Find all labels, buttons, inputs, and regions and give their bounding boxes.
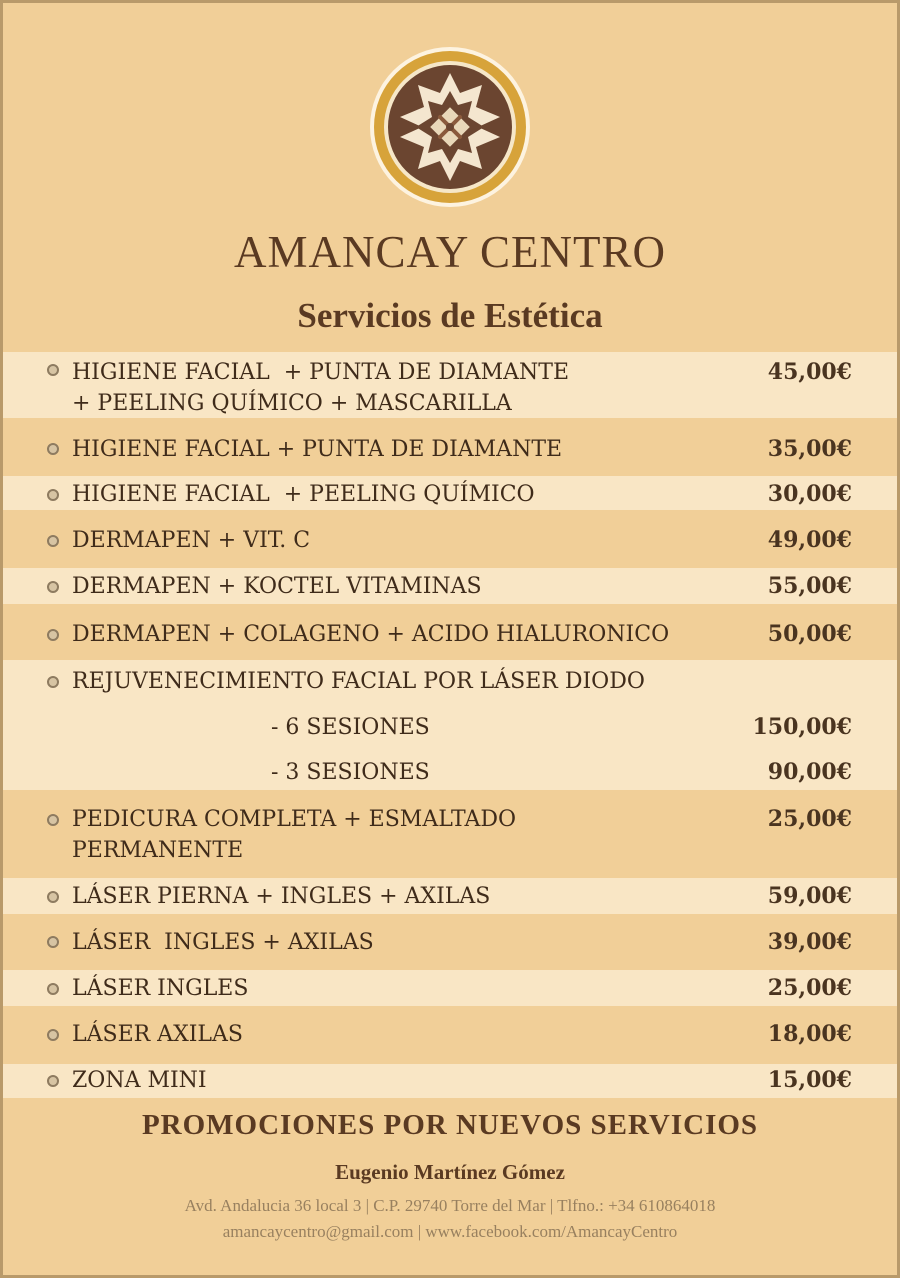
service-row-2 bbox=[3, 418, 897, 476]
bullet-icon bbox=[47, 983, 59, 995]
service-row-7 bbox=[3, 660, 897, 790]
service-option-label: - 3 SESIONES bbox=[271, 760, 430, 785]
bullet-icon bbox=[47, 1075, 59, 1087]
service-row-12 bbox=[3, 1006, 897, 1064]
service-name: PEDICURA COMPLETA + ESMALTADO PERMANENTE bbox=[72, 807, 517, 863]
bullet-icon bbox=[47, 581, 59, 593]
bullet-icon bbox=[47, 936, 59, 948]
page-title: AMANCAY CENTRO bbox=[234, 227, 666, 277]
service-name: LÁSER INGLES bbox=[72, 976, 249, 1001]
service-row-1 bbox=[3, 352, 897, 418]
address-line: Avd. Andalucia 36 local 3 | C.P. 29740 Torre del Mar | Tlfno.: +34 610864018 bbox=[184, 1196, 716, 1215]
service-row-5 bbox=[3, 568, 897, 604]
service-option-price: 90,00€ bbox=[767, 759, 852, 785]
service-row-13 bbox=[3, 1064, 897, 1098]
service-price: 15,00€ bbox=[767, 1067, 852, 1093]
service-name: LÁSER PIERNA + INGLES + AXILAS bbox=[72, 884, 491, 909]
service-name: HIGIENE FACIAL + PUNTA DE DIAMANTE + PEELING QUÍMICO + MASCARILLA bbox=[72, 360, 570, 416]
bullet-icon bbox=[47, 535, 59, 547]
bullet-icon bbox=[47, 891, 59, 903]
service-option-label: - 6 SESIONES bbox=[271, 715, 430, 740]
service-price: 30,00€ bbox=[767, 481, 852, 507]
service-row-3 bbox=[3, 476, 897, 510]
contact-line: amancaycentro@gmail.com | www.facebook.com/AmancayCentro bbox=[222, 1222, 678, 1241]
service-option-price: 150,00€ bbox=[752, 714, 852, 740]
service-price: 59,00€ bbox=[767, 883, 852, 909]
service-price: 39,00€ bbox=[767, 929, 852, 955]
service-name: HIGIENE FACIAL + PUNTA DE DIAMANTE bbox=[72, 437, 563, 462]
bullet-icon bbox=[47, 629, 59, 641]
service-name: DERMAPEN + KOCTEL VITAMINAS bbox=[72, 574, 482, 599]
bullet-icon bbox=[47, 489, 59, 501]
bullet-icon bbox=[47, 814, 59, 826]
amancay-logo-icon bbox=[368, 45, 532, 209]
service-row-11 bbox=[3, 970, 897, 1006]
bullet-icon bbox=[47, 1029, 59, 1041]
bullet-icon bbox=[47, 364, 59, 376]
service-price: 25,00€ bbox=[767, 975, 852, 1001]
service-price: 25,00€ bbox=[767, 806, 852, 832]
service-price: 50,00€ bbox=[767, 621, 852, 647]
service-name: HIGIENE FACIAL + PEELING QUÍMICO bbox=[72, 482, 535, 507]
service-name: LÁSER INGLES + AXILAS bbox=[72, 930, 374, 955]
bullet-icon bbox=[47, 676, 59, 688]
service-row-6 bbox=[3, 604, 897, 660]
service-price: 45,00€ bbox=[767, 359, 852, 385]
owner-name: Eugenio Martínez Gómez bbox=[335, 1160, 565, 1184]
service-name: DERMAPEN + VIT. C bbox=[72, 528, 311, 553]
promo-banner: PROMOCIONES POR NUEVOS SERVICIOS bbox=[141, 1109, 759, 1141]
service-price: 55,00€ bbox=[767, 573, 852, 599]
service-name: LÁSER AXILAS bbox=[72, 1022, 243, 1047]
service-row-8 bbox=[3, 790, 897, 878]
service-row-10 bbox=[3, 914, 897, 970]
page-subtitle: Servicios de Estética bbox=[297, 296, 603, 335]
service-row-9 bbox=[3, 878, 897, 914]
service-price: 18,00€ bbox=[767, 1021, 852, 1047]
service-name: ZONA MINI bbox=[72, 1068, 207, 1093]
service-row-4 bbox=[3, 510, 897, 568]
bullet-icon bbox=[47, 443, 59, 455]
service-name: REJUVENECIMIENTO FACIAL POR LÁSER DIODO bbox=[72, 669, 645, 694]
service-price: 35,00€ bbox=[767, 436, 852, 462]
service-price: 49,00€ bbox=[767, 527, 852, 553]
service-name: DERMAPEN + COLAGENO + ACIDO HIALURONICO bbox=[72, 622, 670, 647]
